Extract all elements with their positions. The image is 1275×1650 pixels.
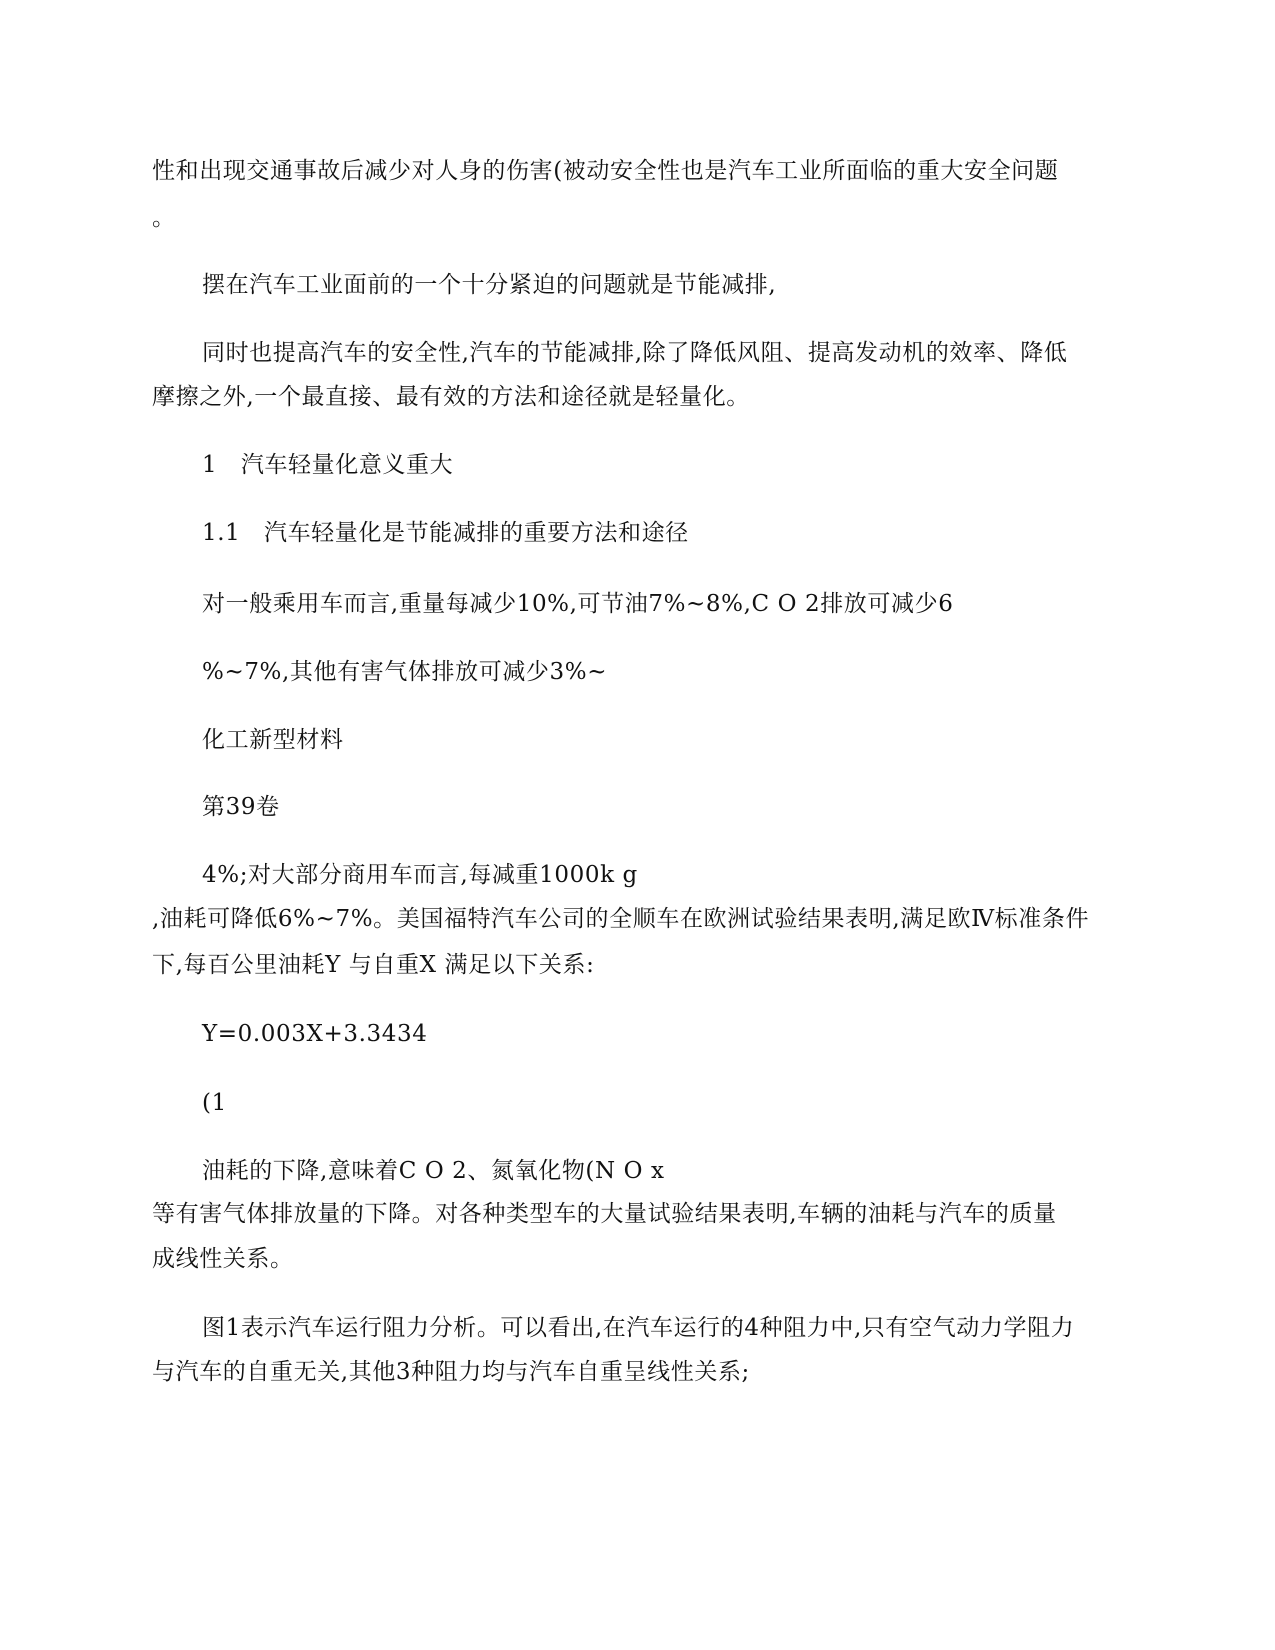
paragraph-commercial-line-3: 下,每百公里油耗Y 与自重X 满足以下关系: xyxy=(152,952,595,978)
paragraph-emissions-line-1: 油耗的下降,意味着C O 2、氮氧化物(N O x xyxy=(202,1158,665,1184)
text-line-continuation: 性和出现交通事故后减少对人身的伤害(被动安全性也是汽车工业所面临的重大安全问题 xyxy=(152,158,1059,184)
paragraph-passenger-car-line-1: 对一般乘用车而言,重量每减少10%,可节油7%~8%,C O 2排放可减少6 xyxy=(202,591,954,617)
paragraph-figure1-line-2: 与汽车的自重无关,其他3种阻力均与汽车自重呈线性关系; xyxy=(152,1359,750,1385)
section-heading-1-1: 1.1 汽车轻量化是节能减排的重要方法和途径 xyxy=(202,520,689,546)
text-line-period: 。 xyxy=(152,205,176,231)
paragraph-safety-line-2: 摩擦之外,一个最直接、最有效的方法和途径就是轻量化。 xyxy=(152,384,750,410)
formula: Y=0.003X+3.3434 xyxy=(202,1021,428,1047)
paragraph-emissions-line-2: 等有害气体排放量的下降。对各种类型车的大量试验结果表明,车辆的油耗与汽车的质量 xyxy=(152,1201,1057,1227)
running-header-volume: 第39卷 xyxy=(202,794,280,820)
paragraph-commercial-line-2: ,油耗可降低6%~7%。美国福特汽车公司的全顺车在欧洲试验结果表明,满足欧Ⅳ标准条件 xyxy=(152,906,1090,932)
paragraph-emissions-line-3: 成线性关系。 xyxy=(152,1246,294,1272)
formula-number: (1 xyxy=(202,1090,227,1116)
paragraph-figure1-line-1: 图1表示汽车运行阻力分析。可以看出,在汽车运行的4种阻力中,只有空气动力学阻力 xyxy=(202,1315,1075,1341)
paragraph-energy-saving: 摆在汽车工业面前的一个十分紧迫的问题就是节能减排, xyxy=(202,272,777,298)
section-heading-1: 1 汽车轻量化意义重大 xyxy=(202,452,454,478)
paragraph-safety-line-1: 同时也提高汽车的安全性,汽车的节能减排,除了降低风阻、提高发动机的效率、降低 xyxy=(202,340,1068,366)
running-header-journal: 化工新型材料 xyxy=(202,727,344,753)
paragraph-passenger-car-line-2: %~7%,其他有害气体排放可减少3%~ xyxy=(202,659,608,685)
paragraph-commercial-line-1: 4%;对大部分商用车而言,每减重1000k g xyxy=(202,862,638,888)
